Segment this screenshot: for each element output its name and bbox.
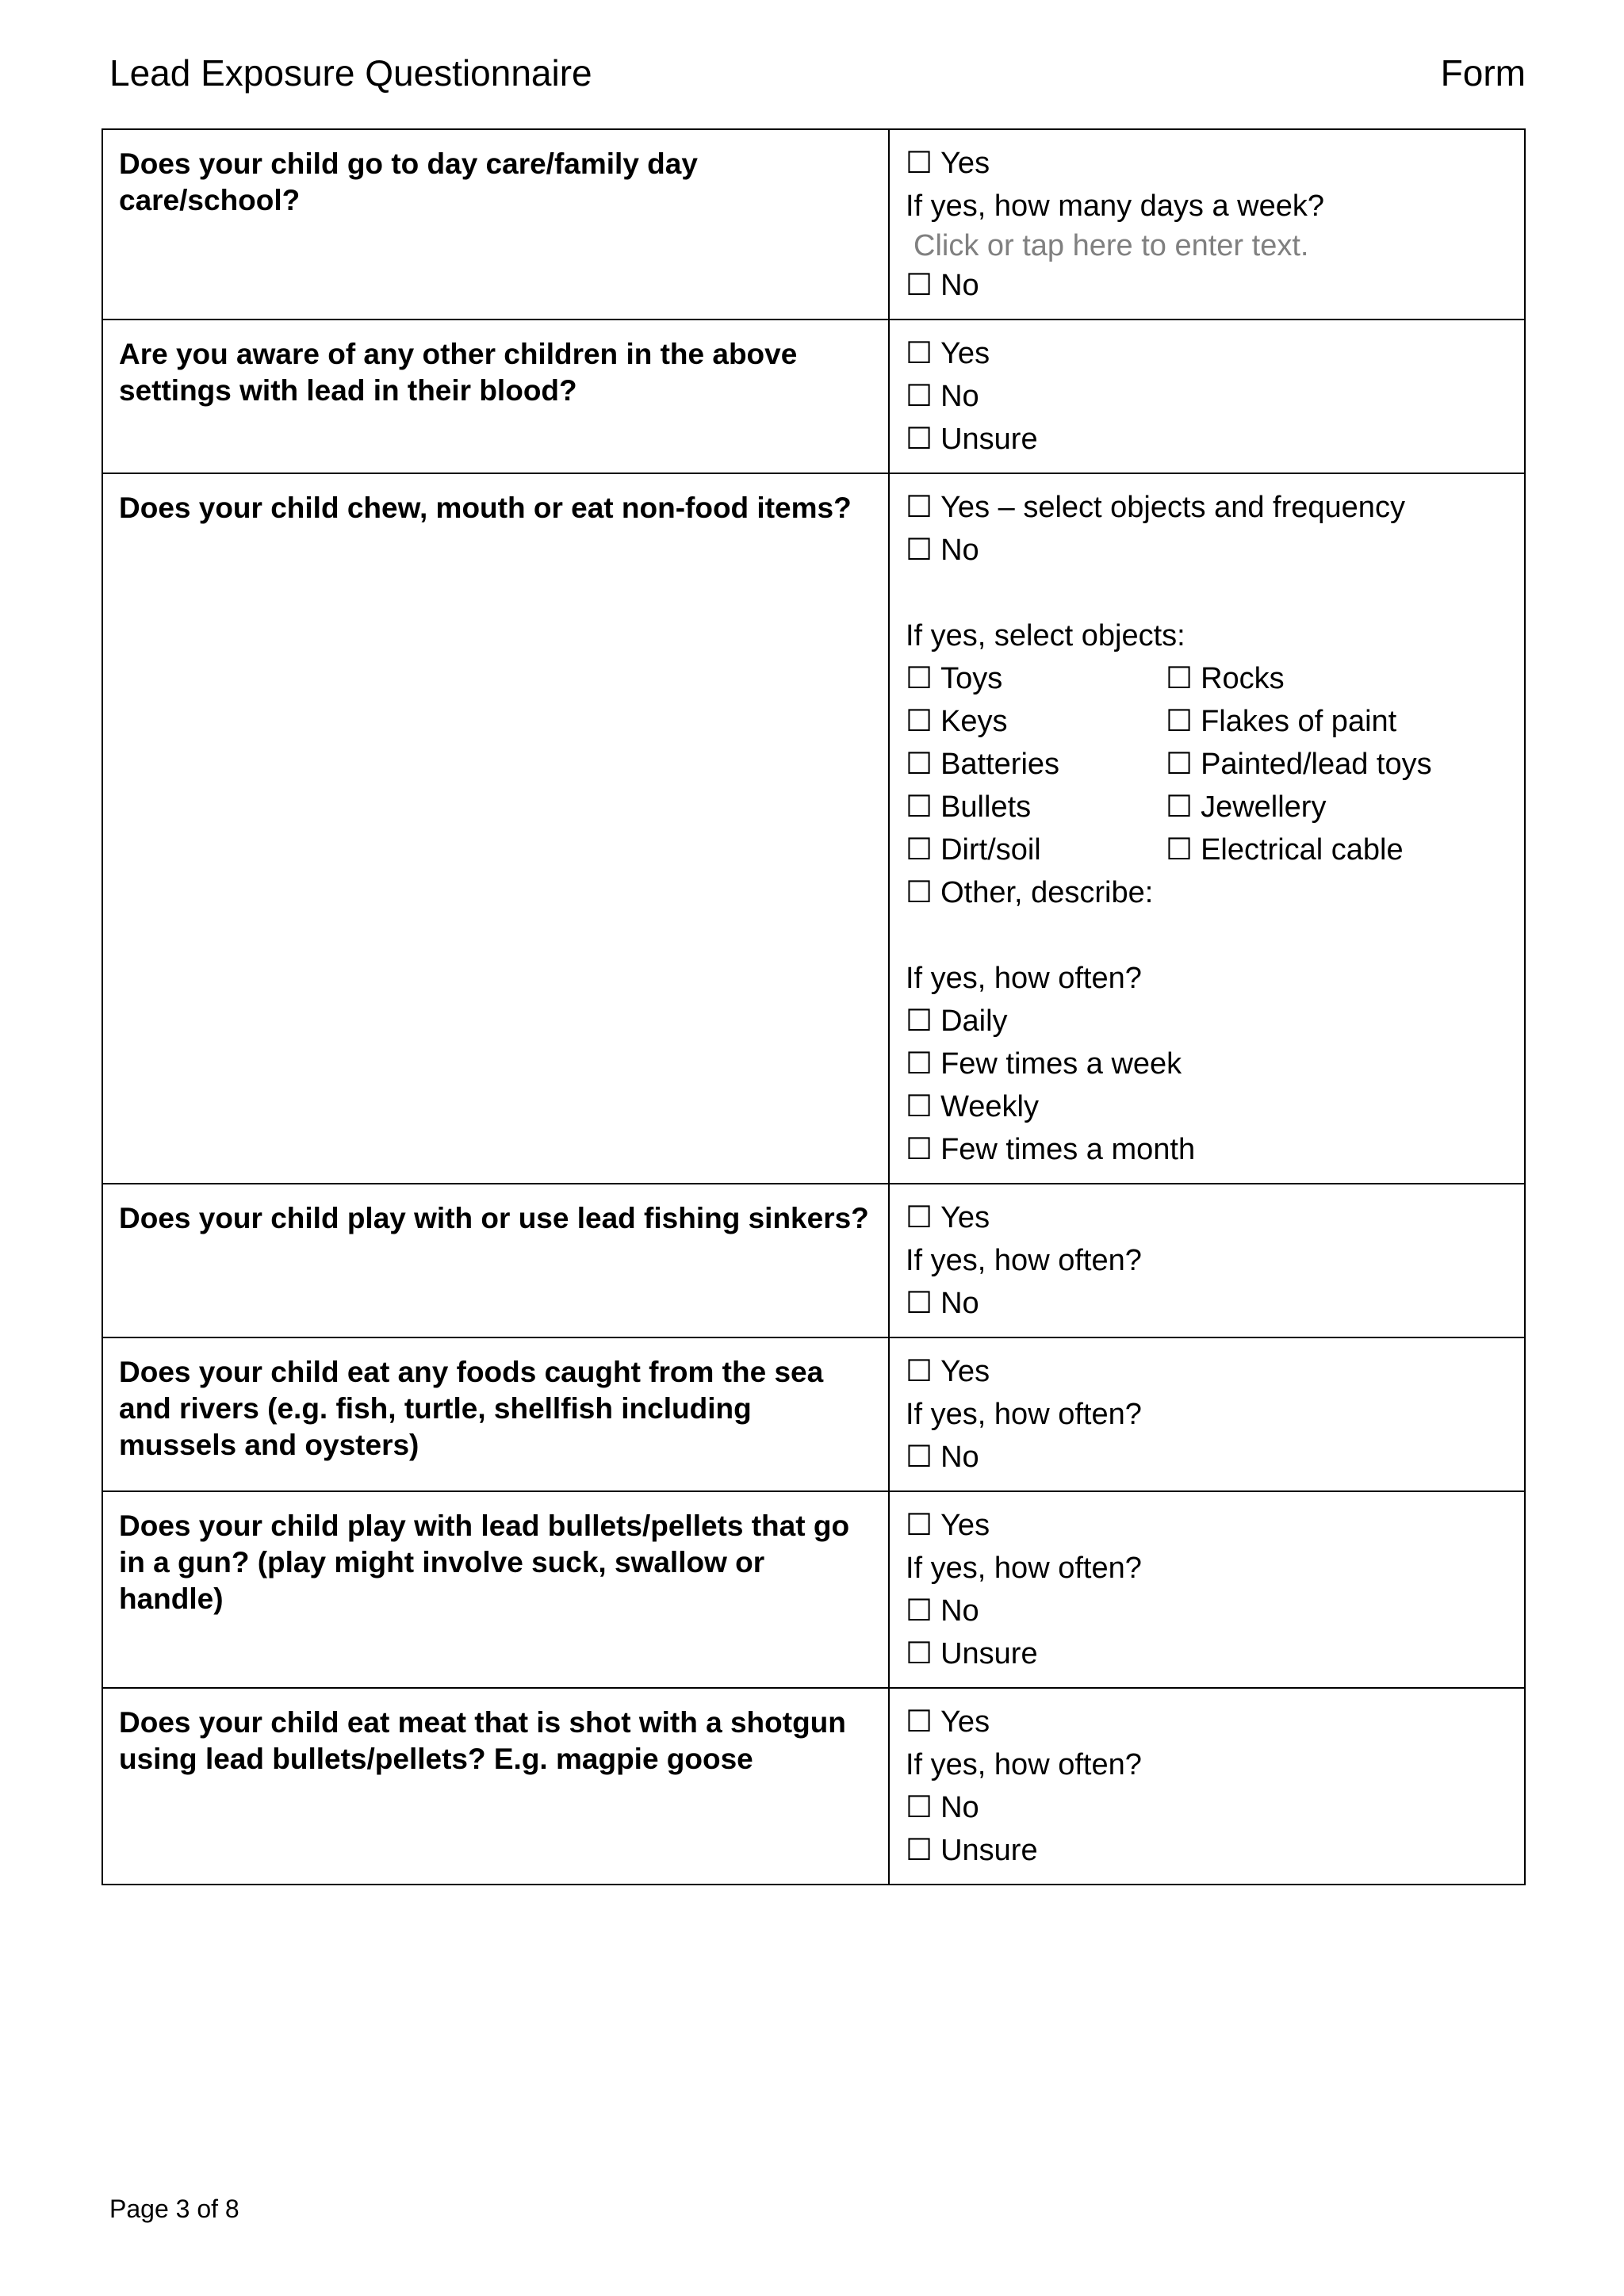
checkbox-painted-lead-toys[interactable]: ☐ Painted/lead toys <box>1166 748 1432 781</box>
answer-cell <box>889 1491 1525 1688</box>
spacer <box>906 572 1508 614</box>
followup-label: If yes, how many days a week? <box>906 189 1325 223</box>
checkbox-icon[interactable]: ☐ <box>906 876 933 909</box>
frequency-heading: If yes, how often? <box>906 962 1142 995</box>
answer-cell <box>889 473 1525 1184</box>
table-row <box>102 473 1525 1184</box>
checkbox-rocks[interactable]: ☐ Rocks <box>1166 662 1285 695</box>
days-text-field[interactable]: Click or tap here to enter text. <box>914 229 1309 262</box>
followup-label: If yes, how often? <box>906 1244 1142 1277</box>
checkbox-few-times-a-week[interactable]: ☐ Few times a week <box>906 1047 1182 1081</box>
checkbox-icon[interactable]: ☐ <box>906 1201 933 1234</box>
page-header <box>109 49 1526 97</box>
checkbox-icon[interactable]: ☐ <box>906 1594 933 1628</box>
question-cell: Does your child chew, mouth or eat non-food items? <box>102 473 889 1184</box>
checkbox-no[interactable]: ☐ No <box>906 534 979 567</box>
checkbox-icon[interactable]: ☐ <box>906 269 933 302</box>
checkbox-yes[interactable]: ☐ Yes <box>906 1509 990 1542</box>
checkbox-icon[interactable]: ☐ <box>906 423 933 456</box>
checkbox-dirt-soil[interactable]: ☐ Dirt/soil <box>906 833 1041 867</box>
checkbox-icon[interactable]: ☐ <box>906 1705 933 1739</box>
table-row <box>102 1337 1525 1491</box>
checkbox-yes[interactable]: ☐ Yes <box>906 147 990 180</box>
question-cell: Does your child play with lead bullets/pellets that go in a gun? (play might involve suck, swallow or handle) <box>102 1491 889 1688</box>
checkbox-icon[interactable]: ☐ <box>906 1509 933 1542</box>
checkbox-jewellery[interactable]: ☐ Jewellery <box>1166 790 1327 824</box>
checkbox-icon[interactable]: ☐ <box>906 380 933 413</box>
question-cell: Does your child go to day care/family day care/school? <box>102 129 889 320</box>
checkbox-icon[interactable]: ☐ <box>906 662 933 695</box>
question-cell: Does your child eat meat that is shot with a shotgun using lead bullets/pellets? E.g. magpie goose <box>102 1688 889 1885</box>
checkbox-yes[interactable]: ☐ Yes <box>906 337 990 370</box>
checkbox-icon[interactable]: ☐ <box>906 1287 933 1320</box>
checkbox-icon[interactable]: ☐ <box>906 534 933 567</box>
checkbox-icon[interactable]: ☐ <box>906 491 933 524</box>
checkbox-icon[interactable]: ☐ <box>906 1441 933 1474</box>
checkbox-yes[interactable]: ☐ Yes – select objects and frequency <box>906 491 1405 524</box>
checkbox-icon[interactable]: ☐ <box>906 1047 933 1081</box>
page-number: Page 3 of 8 <box>109 2195 239 2223</box>
question-cell: Does your child play with or use lead fishing sinkers? <box>102 1184 889 1337</box>
answer-cell <box>889 1688 1525 1885</box>
checkbox-weekly[interactable]: ☐ Weekly <box>906 1090 1039 1123</box>
spacer <box>906 914 1508 957</box>
checkbox-daily[interactable]: ☐ Daily <box>906 1004 1008 1038</box>
checkbox-icon[interactable]: ☐ <box>1166 662 1193 695</box>
table-row <box>102 1184 1525 1337</box>
checkbox-icon[interactable]: ☐ <box>906 790 933 824</box>
answer-cell <box>889 129 1525 320</box>
checkbox-unsure[interactable]: ☐ Unsure <box>906 423 1038 456</box>
checkbox-icon[interactable]: ☐ <box>906 1004 933 1038</box>
checkbox-icon[interactable]: ☐ <box>1166 705 1193 738</box>
checkbox-no[interactable]: ☐ No <box>906 269 979 302</box>
checkbox-toys[interactable]: ☐ Toys <box>906 662 1003 695</box>
checkbox-yes[interactable]: ☐ Yes <box>906 1201 990 1234</box>
checkbox-unsure[interactable]: ☐ Unsure <box>906 1834 1038 1867</box>
checkbox-no[interactable]: ☐ No <box>906 1791 979 1824</box>
answer-cell <box>889 1184 1525 1337</box>
answer-cell <box>889 320 1525 473</box>
table-row <box>102 1491 1525 1688</box>
checkbox-no[interactable]: ☐ No <box>906 380 979 413</box>
checkbox-icon[interactable]: ☐ <box>906 337 933 370</box>
checkbox-no[interactable]: ☐ No <box>906 1287 979 1320</box>
followup-label: If yes, how often? <box>906 1748 1142 1781</box>
checkbox-icon[interactable]: ☐ <box>906 1834 933 1867</box>
checkbox-icon[interactable]: ☐ <box>1166 833 1193 867</box>
checkbox-electrical-cable[interactable]: ☐ Electrical cable <box>1166 833 1404 867</box>
checkbox-icon[interactable]: ☐ <box>906 748 933 781</box>
checkbox-yes[interactable]: ☐ Yes <box>906 1705 990 1739</box>
table-row <box>102 129 1525 320</box>
checkbox-icon[interactable]: ☐ <box>1166 748 1193 781</box>
checkbox-icon[interactable]: ☐ <box>906 705 933 738</box>
checkbox-no[interactable]: ☐ No <box>906 1441 979 1474</box>
question-cell: Does your child eat any foods caught from the sea and rivers (e.g. fish, turtle, shellfish including mussels and oysters) <box>102 1337 889 1491</box>
checkbox-icon[interactable]: ☐ <box>906 147 933 180</box>
objects-grid <box>906 657 1508 871</box>
checkbox-unsure[interactable]: ☐ Unsure <box>906 1637 1038 1670</box>
followup-label: If yes, how often? <box>906 1398 1142 1431</box>
table-row <box>102 1688 1525 1885</box>
checkbox-icon[interactable]: ☐ <box>906 1090 933 1123</box>
checkbox-icon[interactable]: ☐ <box>906 1791 933 1824</box>
followup-label: If yes, how often? <box>906 1552 1142 1585</box>
table-row <box>102 320 1525 473</box>
questionnaire-table <box>102 128 1526 1885</box>
checkbox-keys[interactable]: ☐ Keys <box>906 705 1008 738</box>
checkbox-batteries[interactable]: ☐ Batteries <box>906 748 1060 781</box>
checkbox-yes[interactable]: ☐ Yes <box>906 1355 990 1388</box>
checkbox-few-times-a-month[interactable]: ☐ Few times a month <box>906 1133 1196 1166</box>
objects-heading: If yes, select objects: <box>906 619 1185 652</box>
checkbox-icon[interactable]: ☐ <box>906 1355 933 1388</box>
question-cell: Are you aware of any other children in the above settings with lead in their blood? <box>102 320 889 473</box>
answer-cell <box>889 1337 1525 1491</box>
checkbox-icon[interactable]: ☐ <box>906 1637 933 1670</box>
form-label: Form <box>1440 52 1526 94</box>
checkbox-bullets[interactable]: ☐ Bullets <box>906 790 1032 824</box>
checkbox-flakes-of-paint[interactable]: ☐ Flakes of paint <box>1166 705 1397 738</box>
checkbox-icon[interactable]: ☐ <box>906 1133 933 1166</box>
checkbox-no[interactable]: ☐ No <box>906 1594 979 1628</box>
checkbox-icon[interactable]: ☐ <box>1166 790 1193 824</box>
document-title: Lead Exposure Questionnaire <box>109 52 592 94</box>
checkbox-other[interactable]: ☐ Other, describe: <box>906 876 1154 909</box>
checkbox-icon[interactable]: ☐ <box>906 833 933 867</box>
